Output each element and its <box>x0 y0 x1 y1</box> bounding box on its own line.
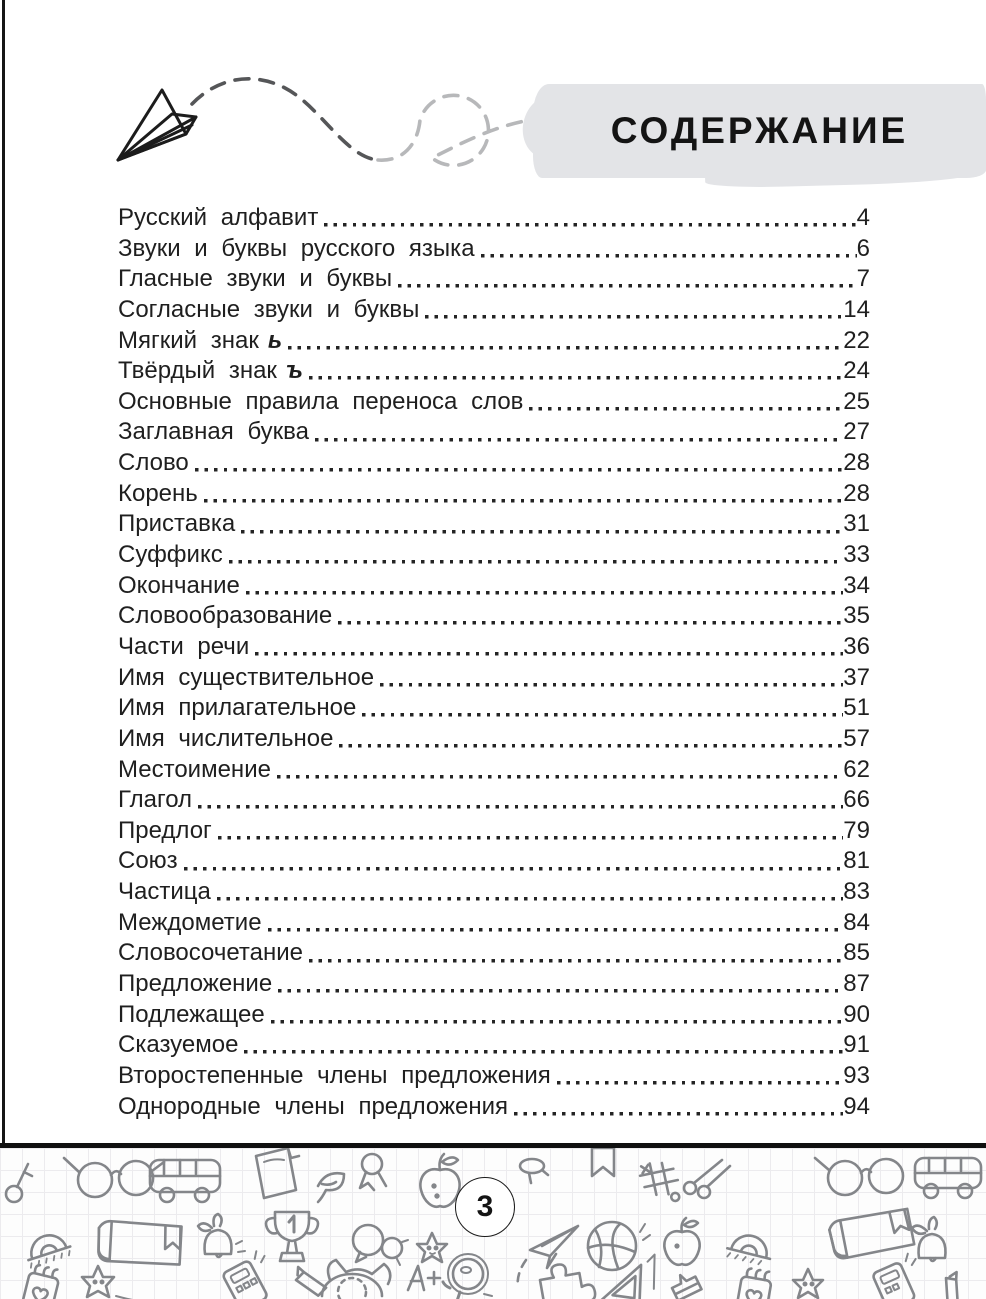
toc-entry-title: Твёрдый знак <box>118 357 277 385</box>
crayon-icon <box>668 1269 701 1299</box>
toc-entry-page: 7 <box>856 265 870 293</box>
bookmark-ribbon-icon <box>592 1148 614 1176</box>
paper-sheet-icon <box>256 1148 299 1198</box>
toc-entry <box>118 1030 870 1061</box>
toc-entry-page: 57 <box>843 724 870 752</box>
toc-entry-page: 34 <box>843 571 870 599</box>
dot-leader <box>380 663 843 694</box>
dot-leader <box>195 448 844 479</box>
dot-leader <box>204 479 844 510</box>
toc-entry-page: 81 <box>843 847 870 875</box>
toc-entry <box>118 1092 870 1123</box>
toc-entry-letter: ь <box>267 326 283 354</box>
toc-entry <box>118 387 870 418</box>
toc-entry-title: Предложение <box>118 970 273 998</box>
toc-entry-title: Глагол <box>118 786 193 814</box>
toc-entry <box>118 234 870 265</box>
toc-entry <box>118 785 870 816</box>
paper-airplane-doodle <box>100 62 570 192</box>
toc-entry-page: 51 <box>843 694 870 722</box>
toc-entry <box>118 938 870 969</box>
footer-doodle-band <box>0 1143 986 1299</box>
toc-entry <box>118 969 870 1000</box>
toc-entry-page: 84 <box>843 908 870 936</box>
dot-leader <box>255 632 843 663</box>
dashed-flight-trail <box>192 79 545 166</box>
toc-entry <box>118 846 870 877</box>
dot-leader <box>557 1061 844 1092</box>
toc-entry-title: Частица <box>118 878 211 906</box>
toc-entry <box>118 417 870 448</box>
dot-leader <box>362 693 843 724</box>
toc-entry-page: 22 <box>843 326 870 354</box>
toc-entry-letter: ъ <box>285 357 303 385</box>
toc-entry-title: Основные правила переноса слов <box>118 387 524 415</box>
toc-entry <box>118 908 870 939</box>
toc-entry-title: Слово <box>118 449 189 477</box>
dot-leader <box>339 724 843 755</box>
header <box>0 0 986 200</box>
dot-leader <box>309 356 843 387</box>
toc-entry-page: 4 <box>856 204 870 231</box>
speech-bubbles-icon <box>353 1225 408 1265</box>
toc-entry-page: 90 <box>843 1000 870 1028</box>
toc-entry-page: 94 <box>843 1092 870 1120</box>
bell-icon <box>912 1217 945 1261</box>
triangle-ruler-icon <box>602 1248 659 1299</box>
pencil-icon <box>292 1267 330 1297</box>
bus-icon <box>915 1158 981 1198</box>
apple-icon <box>664 1218 699 1265</box>
toc-entry <box>118 356 870 387</box>
toc-entry <box>118 1000 870 1031</box>
dot-leader <box>288 326 843 357</box>
dot-leader <box>184 846 844 877</box>
star-icon <box>793 1269 823 1298</box>
title-banner <box>533 84 986 178</box>
toc-entry <box>118 571 870 602</box>
dot-leader <box>425 295 843 326</box>
bell-icon <box>198 1214 245 1257</box>
book-icon <box>828 1209 915 1260</box>
toc-entry-title: Местоимение <box>118 755 271 783</box>
toc-entry <box>118 264 870 295</box>
toc-entry-title: Звуки и буквы русского языка <box>118 234 475 262</box>
dot-leader <box>315 417 843 448</box>
leaf-icon <box>318 1173 344 1202</box>
basketball-icon <box>588 1222 650 1270</box>
dot-leader <box>398 264 857 295</box>
dot-leader <box>271 1000 844 1031</box>
toc-entry <box>118 601 870 632</box>
toc-entry-title: Приставка <box>118 510 236 538</box>
page-number-badge <box>455 1177 515 1237</box>
toc-entry-page: 33 <box>843 541 870 569</box>
toc-entry-page: 83 <box>843 878 870 906</box>
toc-entry <box>118 663 870 694</box>
toc-entry-title: Мягкий знак <box>118 326 259 354</box>
toc-entry-title: Русский алфавит <box>118 204 319 231</box>
toc-entry <box>118 1061 870 1092</box>
tic-tac-toe-icon <box>638 1159 682 1208</box>
bus-icon <box>150 1160 220 1202</box>
toc-entry <box>118 755 870 786</box>
toc-entry-title: Суффикс <box>118 541 223 569</box>
toc-entry-title: Второстепенные члены предложения <box>118 1061 551 1089</box>
glasses-icon <box>815 1158 903 1195</box>
toc-entry <box>118 448 870 479</box>
pushpin-icon <box>520 1159 548 1183</box>
dot-leader <box>198 785 843 816</box>
dot-leader <box>217 877 843 908</box>
toc-entry-page: 35 <box>843 602 870 630</box>
toc-entry-page: 85 <box>843 939 870 967</box>
dot-leader <box>268 908 844 939</box>
toc-entry-title: Имя прилагательное <box>118 694 357 722</box>
phone-icon <box>322 1260 390 1299</box>
toc-entry-title: Согласные звуки и буквы <box>118 295 420 323</box>
apple-icon <box>420 1154 459 1207</box>
toc-entry <box>118 479 870 510</box>
dot-leader <box>529 387 843 418</box>
toc-entry-page: 25 <box>843 387 870 415</box>
dot-leader <box>324 203 856 234</box>
toc-entry <box>118 632 870 663</box>
toc-entry-title: Имя числительное <box>118 724 334 752</box>
toc-entry-page: 28 <box>843 449 870 477</box>
toc-entry-title: Подлежащее <box>118 1000 265 1028</box>
dot-leader <box>338 601 843 632</box>
toc-entry-title: Корень <box>118 479 198 507</box>
toc-entry-page: 27 <box>843 418 870 446</box>
dot-leader <box>309 938 843 969</box>
dot-leader <box>278 969 843 1000</box>
magnifier-icon <box>443 1254 492 1299</box>
toc-entry-title: Словообразование <box>118 602 333 630</box>
toc-entry-page: 28 <box>843 479 870 507</box>
paper-airplane-icon <box>118 90 196 160</box>
toc-entry-page: 87 <box>843 970 870 998</box>
dot-leader <box>241 509 843 540</box>
toc-entry-title: Имя существительное <box>118 663 375 691</box>
toc-entry-page: 37 <box>843 663 870 691</box>
toc-entry-title: Сказуемое <box>118 1031 239 1059</box>
toc-entry-page: 6 <box>856 234 870 262</box>
toc-entry <box>118 203 870 234</box>
a-plus-icon <box>408 1266 440 1290</box>
dot-leader <box>229 540 844 571</box>
toc-entry-title: Части речи <box>118 632 250 660</box>
calculator-icon <box>220 1249 282 1299</box>
toc-entry <box>118 877 870 908</box>
toc-entry-page: 66 <box>843 786 870 814</box>
toc-entry-title: Гласные звуки и буквы <box>118 265 393 293</box>
toc-list <box>118 203 870 1122</box>
toc-entry-page: 24 <box>843 357 870 385</box>
trophy-icon <box>266 1212 318 1261</box>
protractor-icon <box>725 1231 774 1267</box>
toc-entry-title: Предлог <box>118 816 212 844</box>
toc-entry <box>118 509 870 540</box>
toc-entry <box>118 540 870 571</box>
toc-entry-page: 79 <box>843 816 870 844</box>
toc-entry-page: 62 <box>843 755 870 783</box>
notepad-icon <box>20 1263 61 1299</box>
scissors-icon <box>684 1160 730 1198</box>
star-icon <box>82 1266 186 1299</box>
toc-entry-title: Заглавная буква <box>118 418 309 446</box>
dot-leader <box>218 816 844 847</box>
protractor-icon <box>23 1229 73 1267</box>
book-icon <box>96 1218 184 1269</box>
toc-entry <box>118 693 870 724</box>
notepad-icon <box>735 1267 773 1299</box>
page-number: 3 <box>476 1190 494 1223</box>
dot-leader <box>481 234 857 265</box>
star-icon <box>417 1233 447 1262</box>
toc-entry-title: Союз <box>118 847 178 875</box>
pencil-icon <box>939 1272 967 1299</box>
dot-leader <box>514 1092 843 1123</box>
toc-entry <box>118 326 870 357</box>
toc-entry-title: Междометие <box>118 908 262 936</box>
toc-entry-page: 91 <box>843 1031 870 1059</box>
toc-entry <box>118 295 870 326</box>
toc-entry-title: Словосочетание <box>118 939 304 967</box>
toc-entry-page: 14 <box>843 295 870 323</box>
toc-entry <box>118 724 870 755</box>
toc-entry <box>118 816 870 847</box>
dot-leader <box>246 571 843 602</box>
toc-entry-page: 31 <box>843 510 870 538</box>
toc-entry-page: 36 <box>843 632 870 660</box>
dot-leader <box>244 1030 843 1061</box>
dot-leader <box>277 755 843 786</box>
key-icon <box>6 1164 32 1202</box>
toc-entry-title: Окончание <box>118 571 240 599</box>
toc-entry-title: Однородные члены предложения <box>118 1092 509 1120</box>
page-title: СОДЕРЖАНИЕ <box>610 110 909 151</box>
toc-entry-page: 93 <box>843 1061 870 1089</box>
award-ribbon-icon <box>360 1154 386 1190</box>
